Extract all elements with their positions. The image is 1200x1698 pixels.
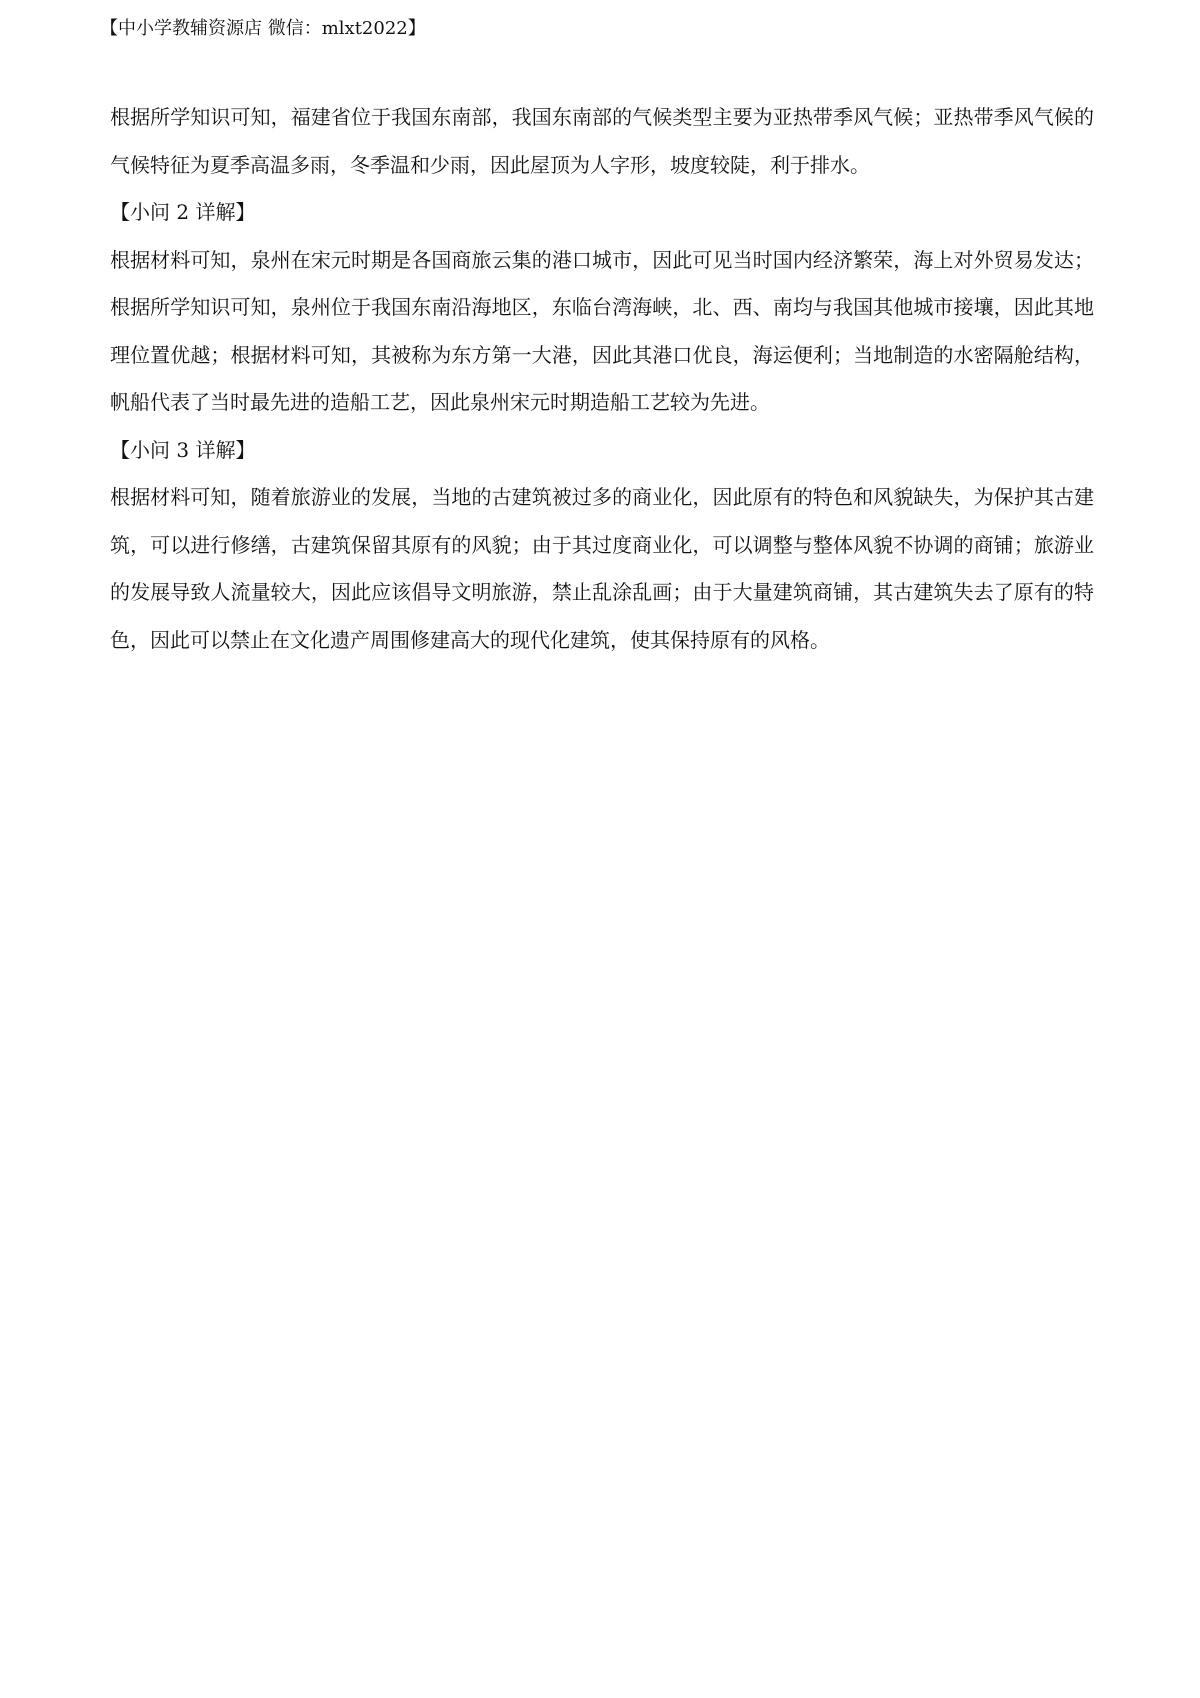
- page-header: 【中小学教辅资源店 微信：mlxt2022】: [100, 18, 426, 39]
- section-3-paragraph: 根据材料可知，随着旅游业的发展，当地的古建筑被过多的商业化，因此原有的特色和风貌缺失，为保护其古建筑，可以进行修缮，古建筑保留其原有的风貌；由于其过度商业化，可以调整与整体风貌不协调的商铺；旅游业的发展导致人流量较大，因此应该倡导文明旅游，禁止乱涂乱画；由于大量建筑商铺，其古建筑失去了原有的特色，因此可以禁止在文化遗产周围修建高大的现代化建筑，使其保持原有的风格。: [110, 485, 1094, 652]
- section-2-heading: 【小问 2 详解】: [110, 200, 256, 224]
- answer-content: [110, 94, 1094, 664]
- section-3-heading: 【小问 3 详解】: [110, 437, 256, 462]
- section-2-paragraph: 根据材料可知，泉州在宋元时期是各国商旅云集的港口城市，因此可见当时国内经济繁荣，海上对外贸易发达；根据所学知识可知，泉州位于我国东南沿海地区，东临台湾海峡，北、西、南均与我国其他城市接壤，因此其地理位置优越；根据材料可知，其被称为东方第一大港，因此其港口优良，海运便利；当地制造的水密隔舱结构，帆船代表了当时最先进的造船工艺，因此泉州宋元时期造船工艺较为先进。: [110, 247, 1094, 414]
- section-1-paragraph: 根据所学知识可知，福建省位于我国东南部，我国东南部的气候类型主要为亚热带季风气候；亚热带季风气候的气候特征为夏季高温多雨，冬季温和少雨，因此屋顶为人字形，坡度较陡，利于排水。: [110, 105, 1094, 177]
